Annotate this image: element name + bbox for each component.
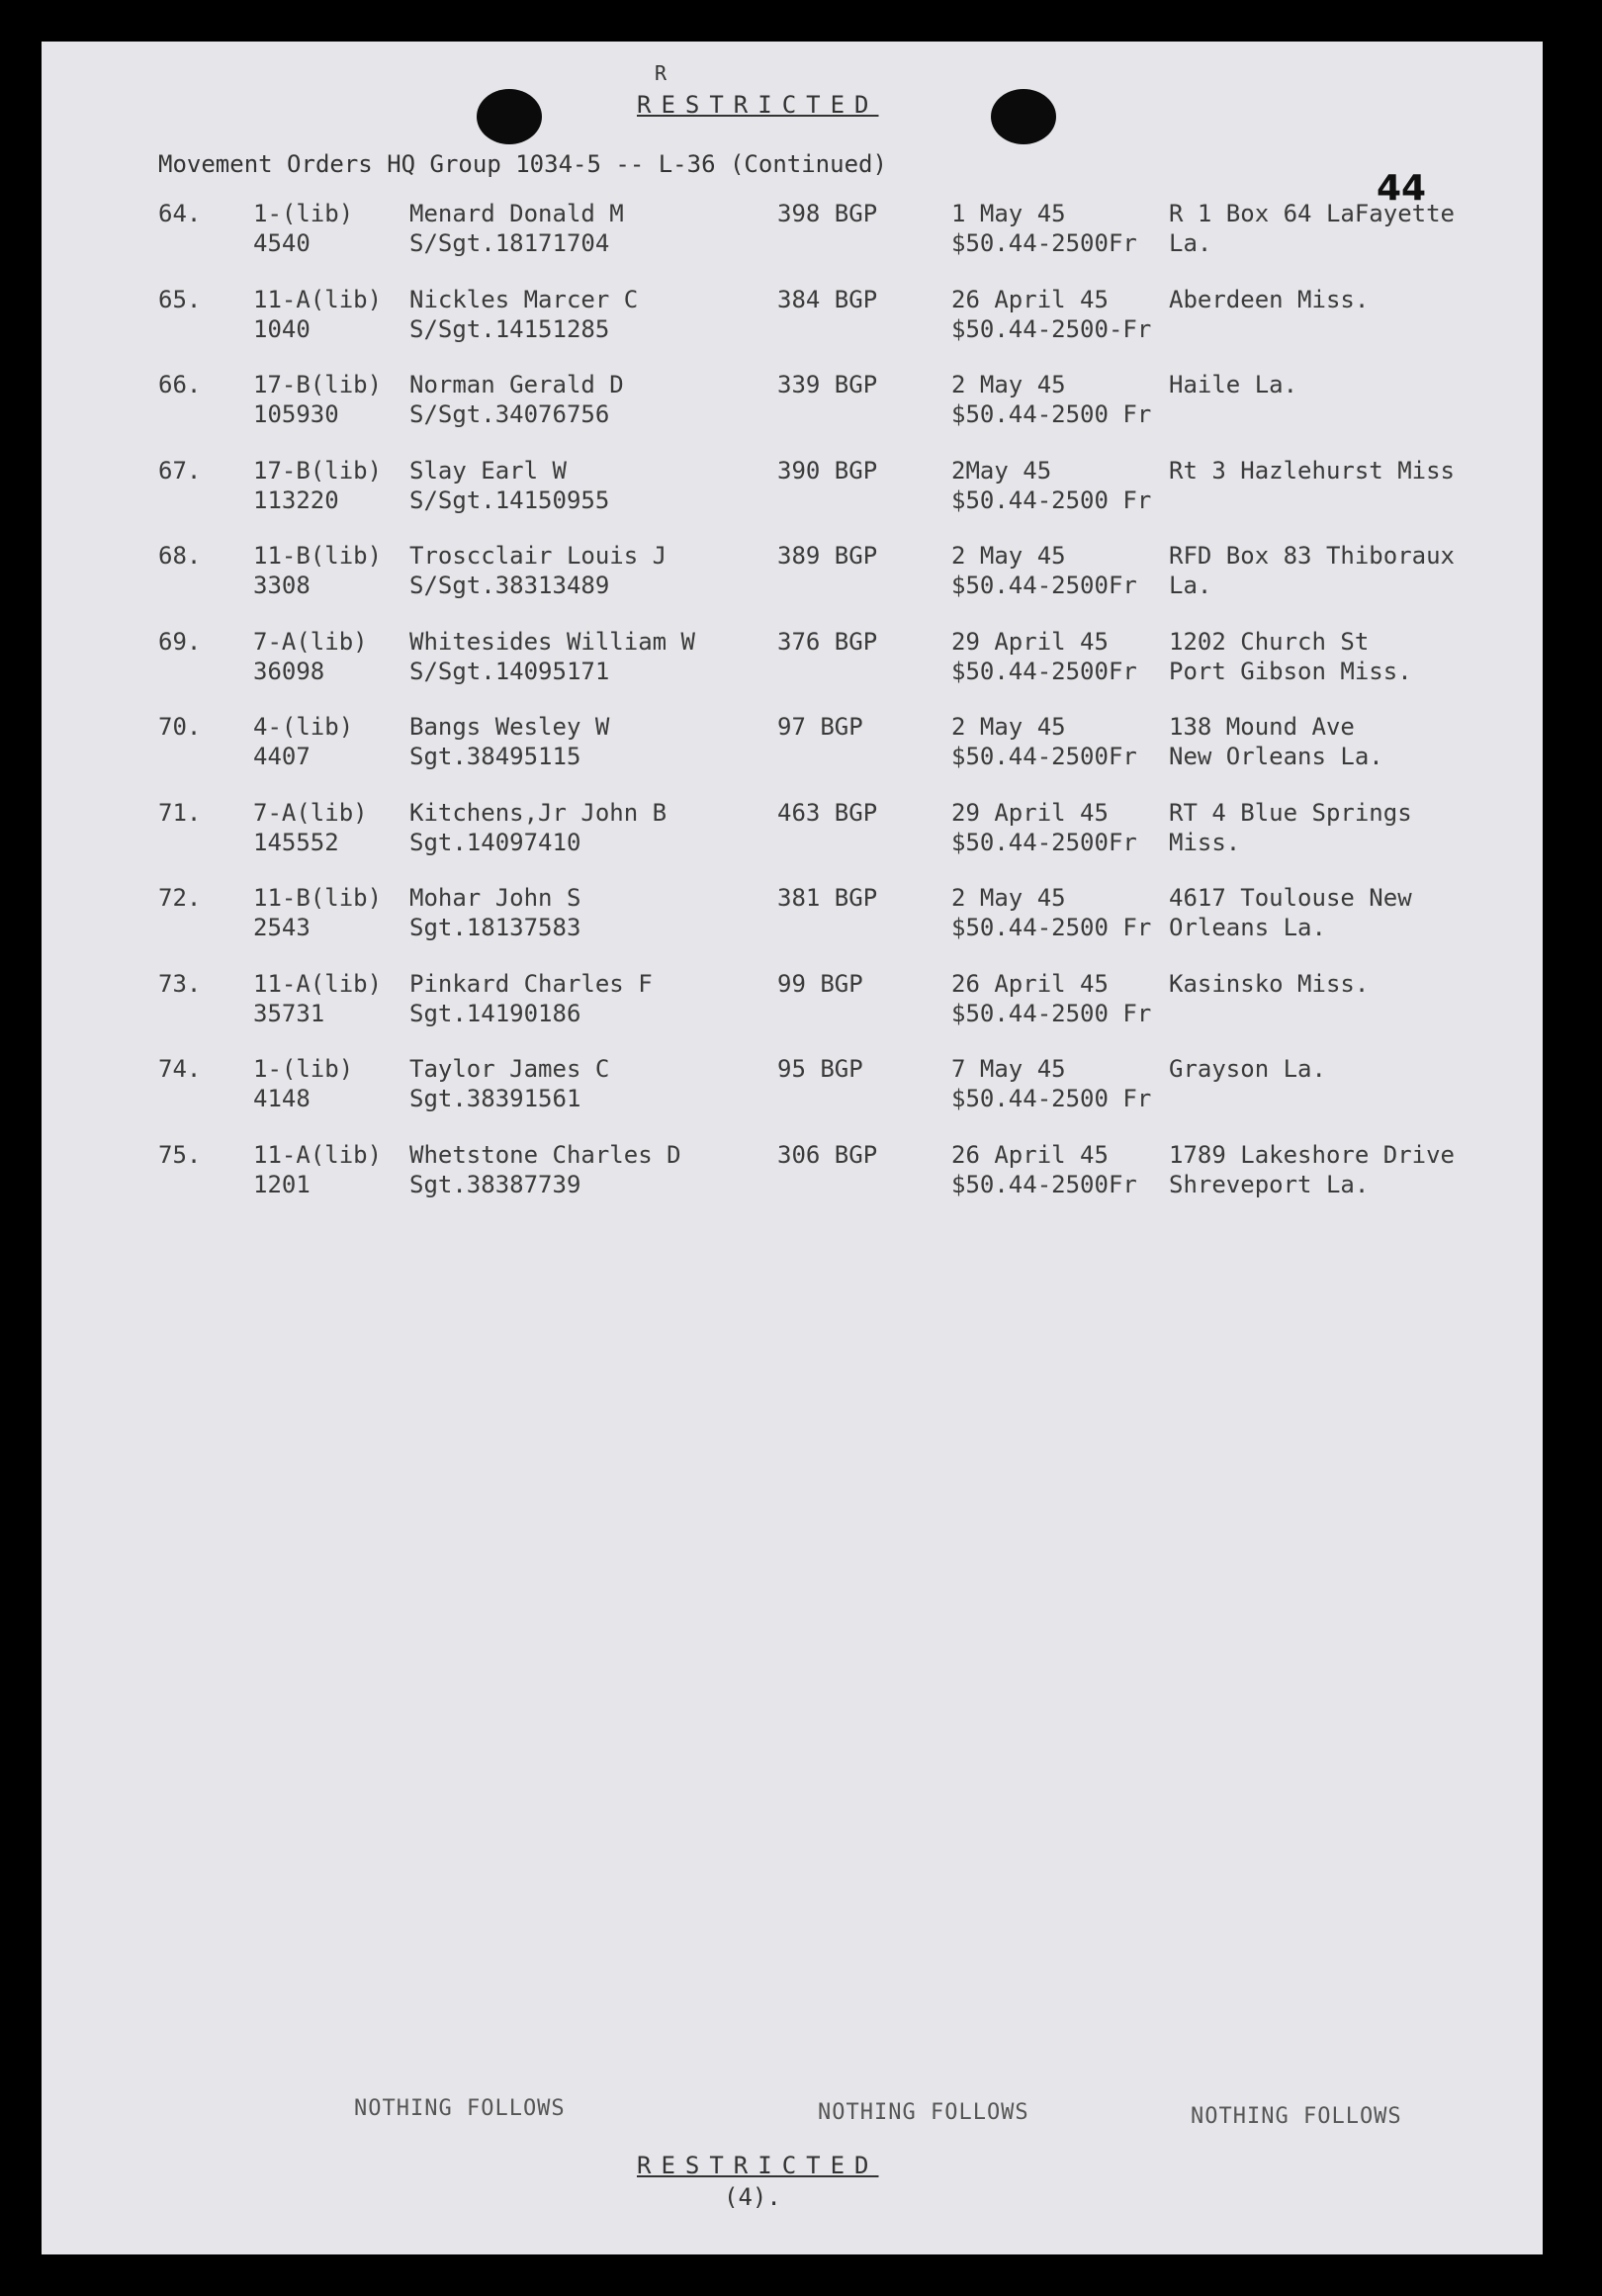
- address-line-1: RFD Box 83 Thiboraux: [1169, 542, 1455, 570]
- unit-number: 1201: [253, 1170, 311, 1198]
- soldier-name: Whetstone Charles D: [409, 1140, 681, 1169]
- payment: $50.44-2500Fr: [951, 229, 1137, 257]
- unit-number: 145552: [253, 828, 339, 856]
- unit-number: 3308: [253, 572, 311, 599]
- rank-serial: Sgt.14190186: [409, 999, 581, 1027]
- address-line-1: Rt 3 Hazlehurst Miss: [1169, 456, 1455, 485]
- unit-code: 7-A(lib): [253, 627, 368, 656]
- departure-date: 2 May 45: [951, 542, 1066, 570]
- rank-serial: S/Sgt.14151285: [409, 314, 610, 343]
- unit-code: 11-A(lib): [253, 1140, 383, 1169]
- payment: $50.44-2500-Fr: [951, 314, 1152, 343]
- unit-number: 113220: [253, 486, 339, 514]
- page-number: 44: [1377, 168, 1427, 209]
- header-mark: R: [655, 61, 668, 85]
- departure-date: 1 May 45: [951, 200, 1066, 227]
- address-line-1: 4617 Toulouse New: [1169, 884, 1412, 912]
- entry-row: [42, 286, 1543, 371]
- unit-code: 17-B(lib): [253, 456, 383, 485]
- unit-code: 1-(lib): [253, 200, 354, 227]
- rank-serial: S/Sgt.14095171: [409, 657, 610, 685]
- departure-date: 2 May 45: [951, 371, 1066, 398]
- unit-number: 35731: [253, 999, 325, 1027]
- address-line-2: Shreveport La.: [1169, 1170, 1370, 1198]
- bomb-group: 389 BGP: [777, 542, 878, 570]
- entry-row: [42, 884, 1543, 969]
- payment: $50.44-2500 Fr: [951, 1085, 1152, 1112]
- entry-number: 70.: [158, 713, 202, 741]
- rank-serial: Sgt.38495115: [409, 743, 581, 770]
- soldier-name: Menard Donald M: [409, 200, 624, 227]
- address-line-2: Miss.: [1169, 828, 1241, 856]
- entry-number: 68.: [158, 542, 202, 570]
- bomb-group: 99 BGP: [777, 969, 863, 998]
- nothing-follows-3: NOTHING FOLLOWS: [1191, 2104, 1402, 2129]
- unit-code: 17-B(lib): [253, 371, 383, 398]
- soldier-name: Pinkard Charles F: [409, 969, 653, 998]
- rank-serial: S/Sgt.34076756: [409, 400, 610, 428]
- unit-number: 1040: [253, 314, 311, 343]
- bomb-group: 339 BGP: [777, 371, 878, 398]
- address-line-1: Haile La.: [1169, 371, 1298, 398]
- soldier-name: Norman Gerald D: [409, 371, 624, 398]
- address-line-1: 138 Mound Ave: [1169, 713, 1355, 741]
- entry-row: [42, 1141, 1543, 1226]
- address-line-2: Orleans La.: [1169, 914, 1326, 941]
- departure-date: 2 May 45: [951, 884, 1066, 912]
- entry-row: [42, 628, 1543, 713]
- address-line-1: 1789 Lakeshore Drive: [1169, 1140, 1455, 1169]
- rank-serial: Sgt.18137583: [409, 914, 581, 941]
- entry-number: 65.: [158, 285, 202, 313]
- entry-number: 75.: [158, 1140, 202, 1169]
- unit-code: 11-B(lib): [253, 542, 383, 570]
- unit-code: 4-(lib): [253, 713, 354, 741]
- payment: $50.44-2500 Fr: [951, 486, 1152, 514]
- entry-row: [42, 713, 1543, 798]
- entry-row: [42, 1055, 1543, 1140]
- payment: $50.44-2500Fr: [951, 657, 1137, 685]
- punch-hole-left: [477, 89, 542, 144]
- address-line-1: Kasinsko Miss.: [1169, 969, 1370, 998]
- payment: $50.44-2500 Fr: [951, 400, 1152, 428]
- entry-row: [42, 200, 1543, 285]
- address-line-1: Grayson La.: [1169, 1055, 1326, 1083]
- soldier-name: Mohar John S: [409, 884, 581, 912]
- entry-row: [42, 970, 1543, 1055]
- bomb-group: 95 BGP: [777, 1055, 863, 1083]
- bomb-group: 376 BGP: [777, 627, 878, 656]
- punch-hole-right: [991, 89, 1056, 144]
- entry-number: 67.: [158, 456, 202, 485]
- departure-date: 2 May 45: [951, 713, 1066, 741]
- departure-date: 29 April 45: [951, 798, 1109, 827]
- nothing-follows-2: NOTHING FOLLOWS: [818, 2100, 1029, 2125]
- address-line-2: La.: [1169, 229, 1212, 257]
- address-line-1: 1202 Church St: [1169, 627, 1370, 656]
- unit-number: 4540: [253, 229, 311, 257]
- payment: $50.44-2500 Fr: [951, 914, 1152, 941]
- unit-number: 2543: [253, 914, 311, 941]
- bomb-group: 97 BGP: [777, 713, 863, 741]
- departure-date: 29 April 45: [951, 627, 1109, 656]
- unit-number: 4148: [253, 1085, 311, 1112]
- departure-date: 7 May 45: [951, 1055, 1066, 1083]
- footer-classification: RESTRICTED: [637, 2152, 879, 2179]
- departure-date: 2May 45: [951, 456, 1052, 485]
- soldier-name: Kitchens,Jr John B: [409, 798, 668, 827]
- address-line-2: La.: [1169, 572, 1212, 599]
- rank-serial: S/Sgt.14150955: [409, 486, 610, 514]
- payment: $50.44-2500 Fr: [951, 999, 1152, 1027]
- bomb-group: 384 BGP: [777, 285, 878, 313]
- unit-code: 11-A(lib): [253, 285, 383, 313]
- bomb-group: 306 BGP: [777, 1140, 878, 1169]
- address-line-1: R 1 Box 64 LaFayette: [1169, 200, 1455, 227]
- unit-number: 105930: [253, 400, 339, 428]
- soldier-name: Bangs Wesley W: [409, 713, 610, 741]
- nothing-follows-1: NOTHING FOLLOWS: [354, 2096, 566, 2121]
- rank-serial: S/Sgt.18171704: [409, 229, 610, 257]
- soldier-name: Troscclair Louis J: [409, 542, 668, 570]
- unit-code: 11-B(lib): [253, 884, 383, 912]
- header-classification: RESTRICTED: [637, 91, 879, 119]
- unit-number: 4407: [253, 743, 311, 770]
- soldier-name: Nickles Marcer C: [409, 285, 639, 313]
- entry-number: 72.: [158, 884, 202, 912]
- soldier-name: Whitesides William W: [409, 627, 695, 656]
- soldier-name: Taylor James C: [409, 1055, 610, 1083]
- address-line-1: Aberdeen Miss.: [1169, 285, 1370, 313]
- entry-number: 71.: [158, 798, 202, 827]
- bomb-group: 381 BGP: [777, 884, 878, 912]
- departure-date: 26 April 45: [951, 1140, 1109, 1169]
- entry-row: [42, 799, 1543, 884]
- payment: $50.44-2500Fr: [951, 743, 1137, 770]
- footer-page: (4).: [724, 2183, 781, 2211]
- address-line-1: RT 4 Blue Springs: [1169, 798, 1412, 827]
- entry-row: [42, 542, 1543, 627]
- entry-number: 74.: [158, 1055, 202, 1083]
- rank-serial: Sgt.38391561: [409, 1085, 581, 1112]
- payment: $50.44-2500Fr: [951, 572, 1137, 599]
- entry-number: 66.: [158, 371, 202, 398]
- bomb-group: 463 BGP: [777, 798, 878, 827]
- entry-number: 73.: [158, 969, 202, 998]
- entry-number: 69.: [158, 627, 202, 656]
- payment: $50.44-2500Fr: [951, 1170, 1137, 1198]
- unit-code: 11-A(lib): [253, 969, 383, 998]
- unit-code: 1-(lib): [253, 1055, 354, 1083]
- payment: $50.44-2500Fr: [951, 828, 1137, 856]
- document-title: Movement Orders HQ Group 1034-5 -- L-36 (Continued): [158, 150, 887, 178]
- entry-row: [42, 457, 1543, 542]
- entry-row: [42, 371, 1543, 456]
- rank-serial: Sgt.38387739: [409, 1170, 581, 1198]
- departure-date: 26 April 45: [951, 969, 1109, 998]
- soldier-name: Slay Earl W: [409, 456, 567, 485]
- rank-serial: Sgt.14097410: [409, 828, 581, 856]
- document-page: [42, 42, 1543, 2254]
- rank-serial: S/Sgt.38313489: [409, 572, 610, 599]
- departure-date: 26 April 45: [951, 285, 1109, 313]
- entry-number: 64.: [158, 200, 202, 227]
- address-line-2: Port Gibson Miss.: [1169, 657, 1412, 685]
- address-line-2: New Orleans La.: [1169, 743, 1383, 770]
- bomb-group: 390 BGP: [777, 456, 878, 485]
- unit-code: 7-A(lib): [253, 798, 368, 827]
- unit-number: 36098: [253, 657, 325, 685]
- bomb-group: 398 BGP: [777, 200, 878, 227]
